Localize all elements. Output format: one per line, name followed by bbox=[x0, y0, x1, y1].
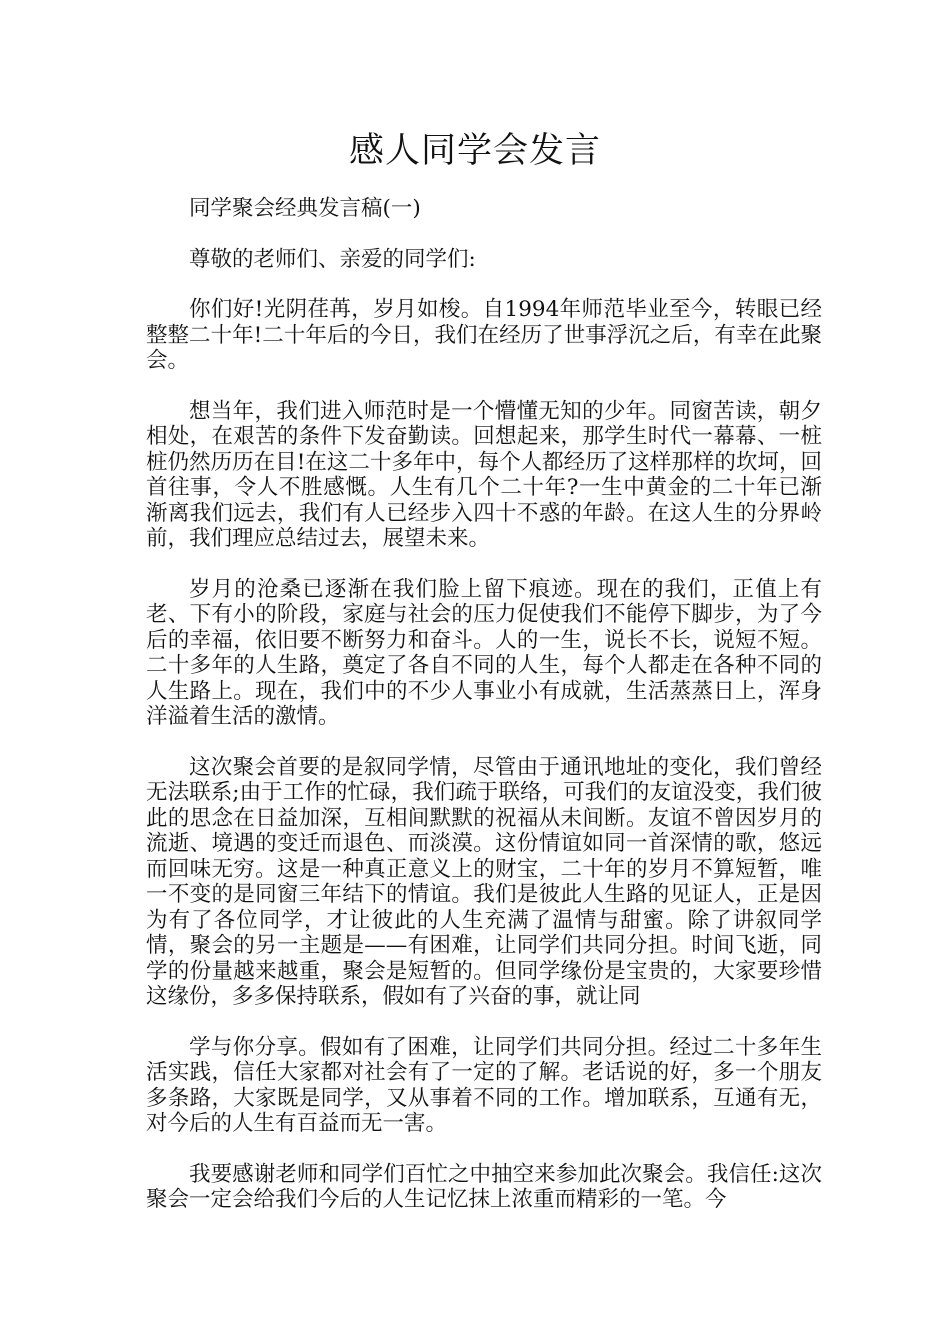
body-paragraph: 你们好!光阴荏苒，岁月如梭。自1994年师范毕业至今，转眼已经整整二十年!二十年后的今日，我们在经历了世事浮沉之后，有幸在此聚会。 bbox=[146, 297, 822, 373]
body-paragraph: 我要感谢老师和同学们百忙之中抽空来参加此次聚会。我信任:这次聚会一定会给我们今后的人生记忆抹上浓重而精彩的一笔。今 bbox=[146, 1161, 822, 1212]
body-paragraph: 这次聚会首要的是叙同学情，尽管由于通讯地址的变化，我们曾经无法联系;由于工作的忙碌，我们疏于联络，可我们的友谊没变，我们彼此的思念在日益加深，互相间默默的祝福从未间断。友谊不曾因岁月的流逝、境遇的变迁而退色、而淡漠。这份情谊如同一首深情的歌，悠远而回味无穷。这是一种真正意义上的财宝，二十年的岁月不算短暂，唯一不变的是同窗三年结下的情谊。我们是彼此人生路的见证人，正是因为有了各位同学，才让彼此的人生充满了温情与甜蜜。除了讲叙同学情，聚会的另一主题是——有困难，让同学们共同分担。时间飞逝，同学的份量越来越重，聚会是短暂的。但同学缘份是宝贵的，大家要珍惜这缘份，多多保持联系，假如有了兴奋的事，就让同 bbox=[146, 754, 822, 1009]
subtitle-paragraph: 同学聚会经典发言稿(一) bbox=[189, 196, 421, 221]
body-paragraph: 岁月的沧桑已逐渐在我们脸上留下痕迹。现在的我们，正值上有老、下有小的阶段，家庭与社会的压力促使我们不能停下脚步，为了今后的幸福，依旧要不断努力和奋斗。人的一生，说长不长，说短不短。二十多年的人生路，奠定了各自不同的人生，每个人都走在各种不同的人生路上。现在，我们中的不少人事业小有成就，生活蒸蒸日上，浑身洋溢着生活的激情。 bbox=[146, 576, 822, 729]
body-paragraph: 学与你分享。假如有了困难，让同学们共同分担。经过二十多年生活实践，信任大家都对社会有了一定的了解。老话说的好，多一个朋友多条路，大家既是同学，又从事着不同的工作。增加联系，互通有无，对今后的人生有百益而无一害。 bbox=[146, 1034, 822, 1136]
document-body bbox=[146, 196, 822, 1213]
body-paragraph: 想当年，我们进入师范时是一个懵懂无知的少年。同窗苦读，朝夕相处，在艰苦的条件下发奋勤读。回想起来，那学生时代一幕幕、一桩桩仍然历历在目!在这二十多年中，每个人都经历了这样那样的坎坷，回首往事，令人不胜感慨。人生有几个二十年?一生中黄金的二十年已渐渐离我们远去，我们有人已经步入四十不惑的年龄。在这人生的分界岭前，我们理应总结过去，展望未来。 bbox=[146, 398, 822, 551]
salutation-paragraph: 尊敬的老师们、亲爱的同学们: bbox=[189, 246, 476, 272]
document-title: 感人同学会发言 bbox=[348, 131, 601, 171]
